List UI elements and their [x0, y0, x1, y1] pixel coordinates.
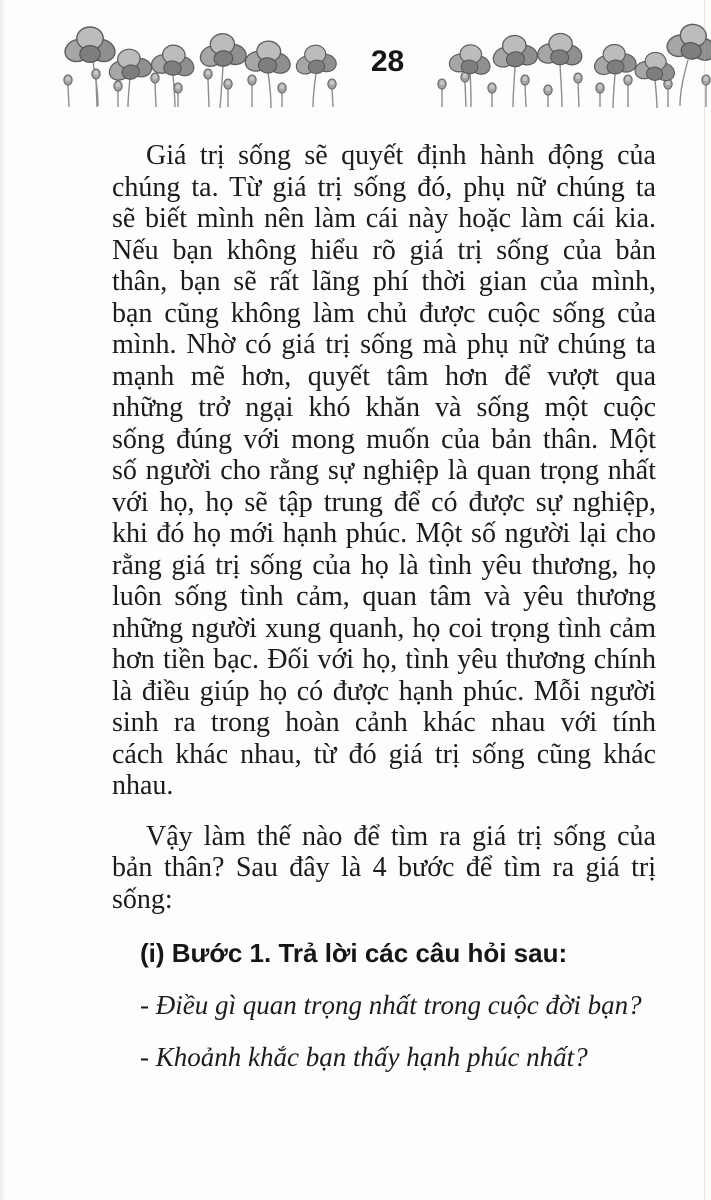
step-1-heading: (i) Bước 1. Trả lời các câu hỏi sau: — [140, 938, 568, 968]
page-header — [0, 0, 711, 122]
paragraph-four-steps-intro: Vậy làm thế nào để tìm ra giá trị sống của bản thân? Sau đây là 4 bước để tìm ra giá trị sống: — [112, 820, 656, 915]
page-body-text — [0, 122, 711, 1073]
question-item-2: - Khoảnh khắc bạn thấy hạnh phúc nhất? — [140, 1042, 588, 1072]
page-number: 28 — [370, 45, 405, 78]
question-item-1: - Điều gì quan trọng nhất trong cuộc đời bạn? — [140, 990, 642, 1020]
paragraph-values-intro: Giá trị sống sẽ quyết định hành động của chúng ta. Từ giá trị sống đó, phụ nữ chúng ta sẽ biết mình nên làm cái này hoặc làm cái kia. Nếu bạn không hiểu rõ giá trị sống của bản thân, bạn sẽ rất lãng phí thời gian của mình, bạn cũng không làm chủ được cuộc sống của mình. Nhờ có giá trị sống mà phụ nữ chúng ta mạnh mẽ hơn, quyết tâm hơn để vượt qua những trở ngại khó khăn và sống một cuộc sống đúng với mong muốn của bản thân. Một số người cho rằng sự nghiệp là quan trọng nhất với họ, họ sẽ tập trung để có được sự nghiệp, khi đó họ mới hạnh phúc. Một số người lại cho rằng giá trị sống của họ là tình yêu thương, họ luôn sống tình cảm, quan tâm và yêu thương những người xung quanh, họ coi trọng tình cảm hơn tiền bạc. Đối với họ, tình yêu thương chính là điều giúp họ có được hạnh phúc. Mỗi người sinh ra trong hoàn cảnh khác nhau với tính cách khác nhau, từ đó giá trị sống cũng khác nhau. — [112, 140, 656, 801]
